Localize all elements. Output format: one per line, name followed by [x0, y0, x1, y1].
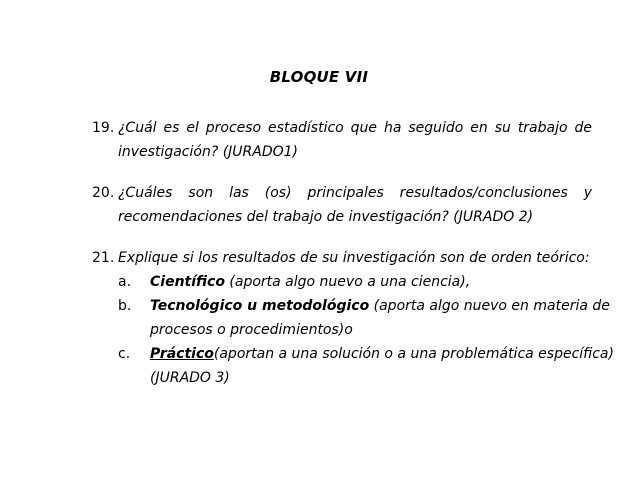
question-21	[92, 246, 614, 390]
option-term: Tecnológico u metodológico	[150, 298, 370, 314]
option-letter: c.	[118, 346, 131, 362]
question-20	[92, 181, 592, 229]
question-number: 19.	[92, 120, 115, 136]
option-letter: b.	[118, 298, 132, 314]
option-description: (aporta algo nuevo en materia de	[369, 298, 610, 314]
option-term: Científico	[150, 274, 225, 290]
question-number: 20.	[92, 185, 115, 201]
option-description: (aportan a una solución o a una problemática específica)	[213, 346, 614, 362]
option-term: Práctico	[150, 346, 214, 362]
option-c	[118, 342, 614, 390]
section-heading: BLOQUE VII	[269, 68, 369, 86]
option-continuation: (JURADO 3)	[150, 370, 230, 386]
question-text-line: investigación? (JURADO1)	[118, 144, 299, 160]
option-description: (aporta algo nuevo a una ciencia),	[224, 274, 471, 290]
question-number: 21.	[92, 250, 115, 266]
question-text-line: Explique si los resultados de su investigación son de orden teórico:	[118, 250, 590, 266]
question-19	[92, 116, 592, 164]
option-b	[118, 294, 610, 342]
option-letter: a.	[118, 274, 132, 290]
question-text-line: recomendaciones del trabajo de investigación? (JURADO 2)	[118, 209, 534, 225]
option-continuation: procesos o procedimientos)o	[150, 322, 353, 338]
question-text-line: ¿Cuáles son las (os) principales resultados/conclusiones y	[118, 185, 592, 201]
question-text-line: ¿Cuál es el proceso estadístico que ha seguido en su trabajo de	[118, 120, 592, 136]
option-a	[118, 270, 592, 294]
